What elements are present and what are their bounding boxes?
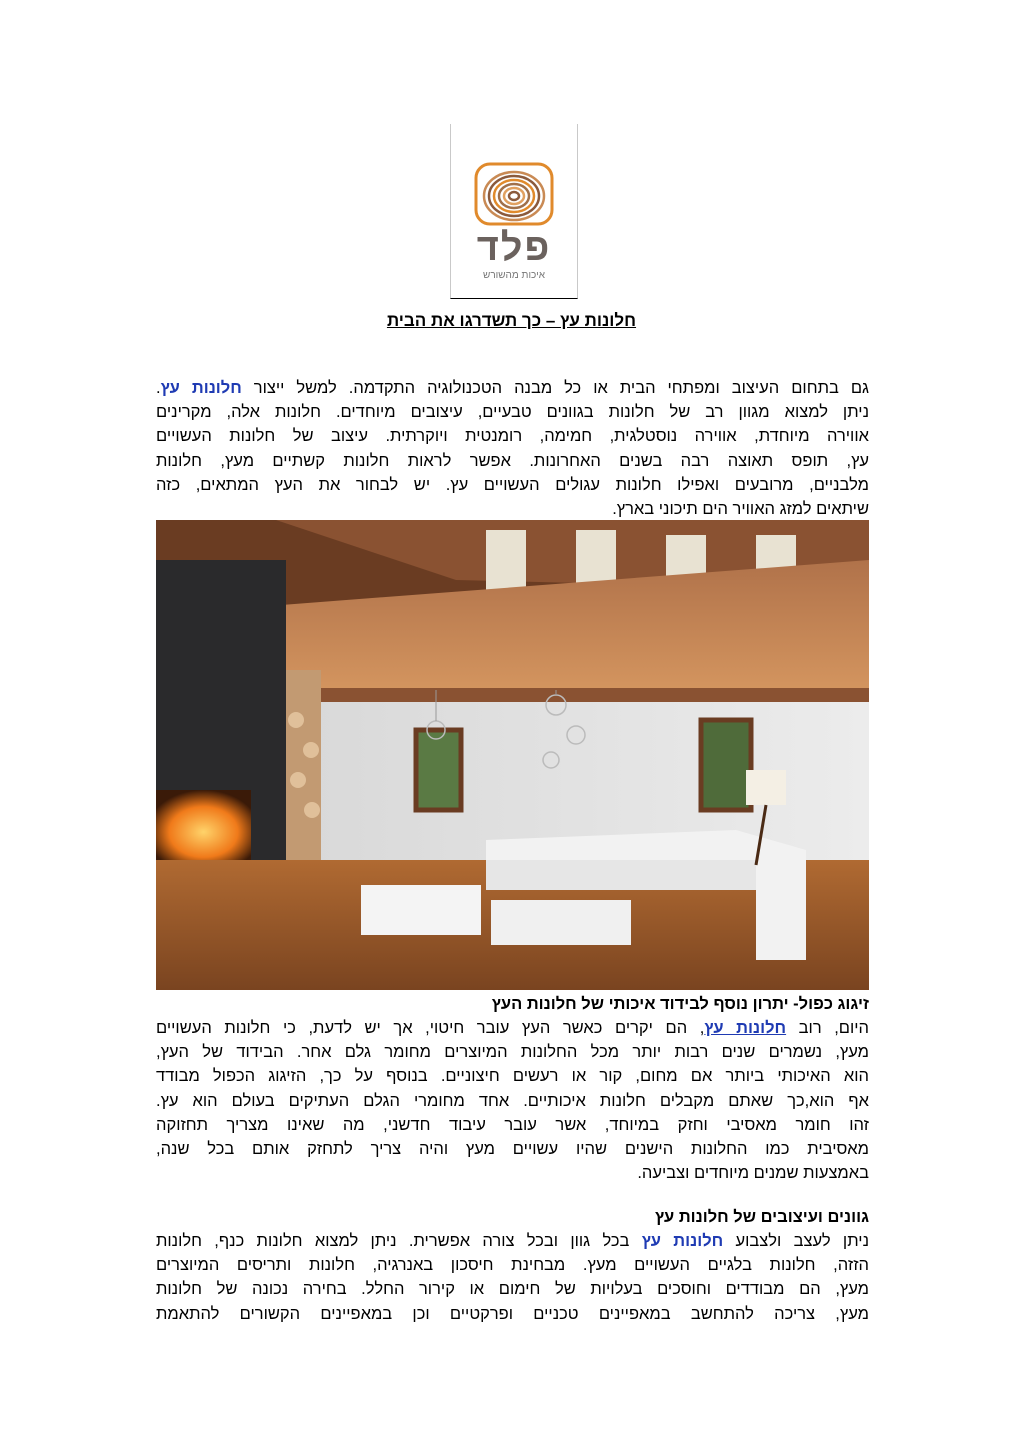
logo-block bbox=[450, 124, 578, 299]
paragraph-line: מאסיבית כמו החלונות הישנים שהיו עשויים מעץ והיה צריך לתחזק אותם בכל שנה, bbox=[156, 1140, 869, 1159]
paragraph-line: שיתאים למזג האוויר הים תיכוני בארץ. bbox=[612, 500, 869, 519]
paragraph-line: גם בתחום העיצוב ומפתחי הבית או כל מבנה הטכנולוגיה התקדמה. למשל ייצור חלונות עץ. bbox=[156, 379, 869, 397]
living-room-photo bbox=[156, 520, 869, 990]
colors-designs-paragraph bbox=[156, 1229, 869, 1326]
intro-paragraph bbox=[156, 376, 869, 521]
wood-rings-icon bbox=[474, 162, 554, 226]
paragraph-line: מעץ, נשמרים שנים רבות יותר מכל החלונות המיוצרים מחומר גלם אחר. הבידוד של העץ, bbox=[156, 1043, 869, 1062]
double-glazing-paragraph bbox=[156, 1016, 869, 1185]
paragraph-line: ניתן למצוא מגוון רב של חלונות בגוונים טבעיים, עיצובים מיוחדים. חלונות אלה, מקרינים bbox=[156, 403, 869, 422]
paragraph-line: עץ, תופס תאוצה רבה בשנים האחרונות. אפשר לראות חלונות קשתיים מעץ, חלונות bbox=[156, 451, 869, 470]
paragraph-line: הוא האיכותי ביותר אם מחום, קור או רעשים חיצוניים. בנוסף על כך, הזיגוג הכפול מבודד bbox=[156, 1067, 869, 1086]
paragraph-line: באמצעות שמנים מיוחדים וצביעה. bbox=[637, 1164, 869, 1183]
paragraph-line: זהו חומר מאסיבי וחזק במיוחד, אשר עובר עיבוד חדשני, מה שאינו מצריך תחזוקה bbox=[156, 1115, 869, 1134]
paragraph-line: ניתן לעצב ולצבוע חלונות עץ בכל גוון ובכל צורה אפשרית. ניתן למצוא חלונות כנף, חלונות bbox=[156, 1232, 869, 1250]
section-heading-colors-designs: גוונים ועיצובים של חלונות עץ bbox=[654, 1208, 869, 1226]
paragraph-line: מעץ, הם מבודדים וחוסכים בעלויות של חימום או קירור החלל. בחירה נכונה של חלונות bbox=[156, 1280, 869, 1299]
paragraph-line: מלבניים, מרובעים ואפילו חלונות עגולים העשויים עץ. יש לבחור את העץ המתאים, כזה bbox=[156, 475, 869, 494]
brand-tagline: איכות מהשורש bbox=[483, 270, 545, 281]
section-heading-double-glazing: זיגוג כפול- יתרון נוסף לבידוד איכותי של חלונות העץ bbox=[491, 995, 869, 1013]
keyword-link[interactable]: חלונות עץ bbox=[704, 1019, 787, 1037]
brand-name: פלד bbox=[476, 227, 552, 269]
paragraph-line: מעץ, צריכה להתחשב במאפיינים טכניים ופרקטיים וכן במאפיינים הקשורים להתאמת bbox=[156, 1304, 869, 1323]
paragraph-line: אווירה מיוחדת, אווירה נוסטלגית, חמימה, רומנטית ויוקרתית. עיצוב של חלונות העשויים bbox=[156, 427, 869, 446]
keyword-link[interactable]: חלונות עץ bbox=[641, 1232, 724, 1250]
keyword-link[interactable]: חלונות עץ bbox=[160, 379, 242, 397]
paragraph-line: הזזה, חלונות בלגיים העשויים מעץ. מבחינת חיסכון באנרגיה, חלונות ותריסים המיוצרים bbox=[156, 1256, 869, 1275]
paragraph-line: אף הוא,כך שאתם מקבלים חלונות איכותיים. אחד מחומרי הגלם העתיקים בעולם הוא עץ. bbox=[156, 1091, 869, 1110]
document-title: חלונות עץ – כך תשדרגו את הבית bbox=[386, 311, 637, 330]
paragraph-line: היום, רוב חלונות עץ, הם יקרים כאשר העץ עובר חיטוי, אך יש לדעת, כי חלונות העשויים bbox=[156, 1019, 869, 1037]
